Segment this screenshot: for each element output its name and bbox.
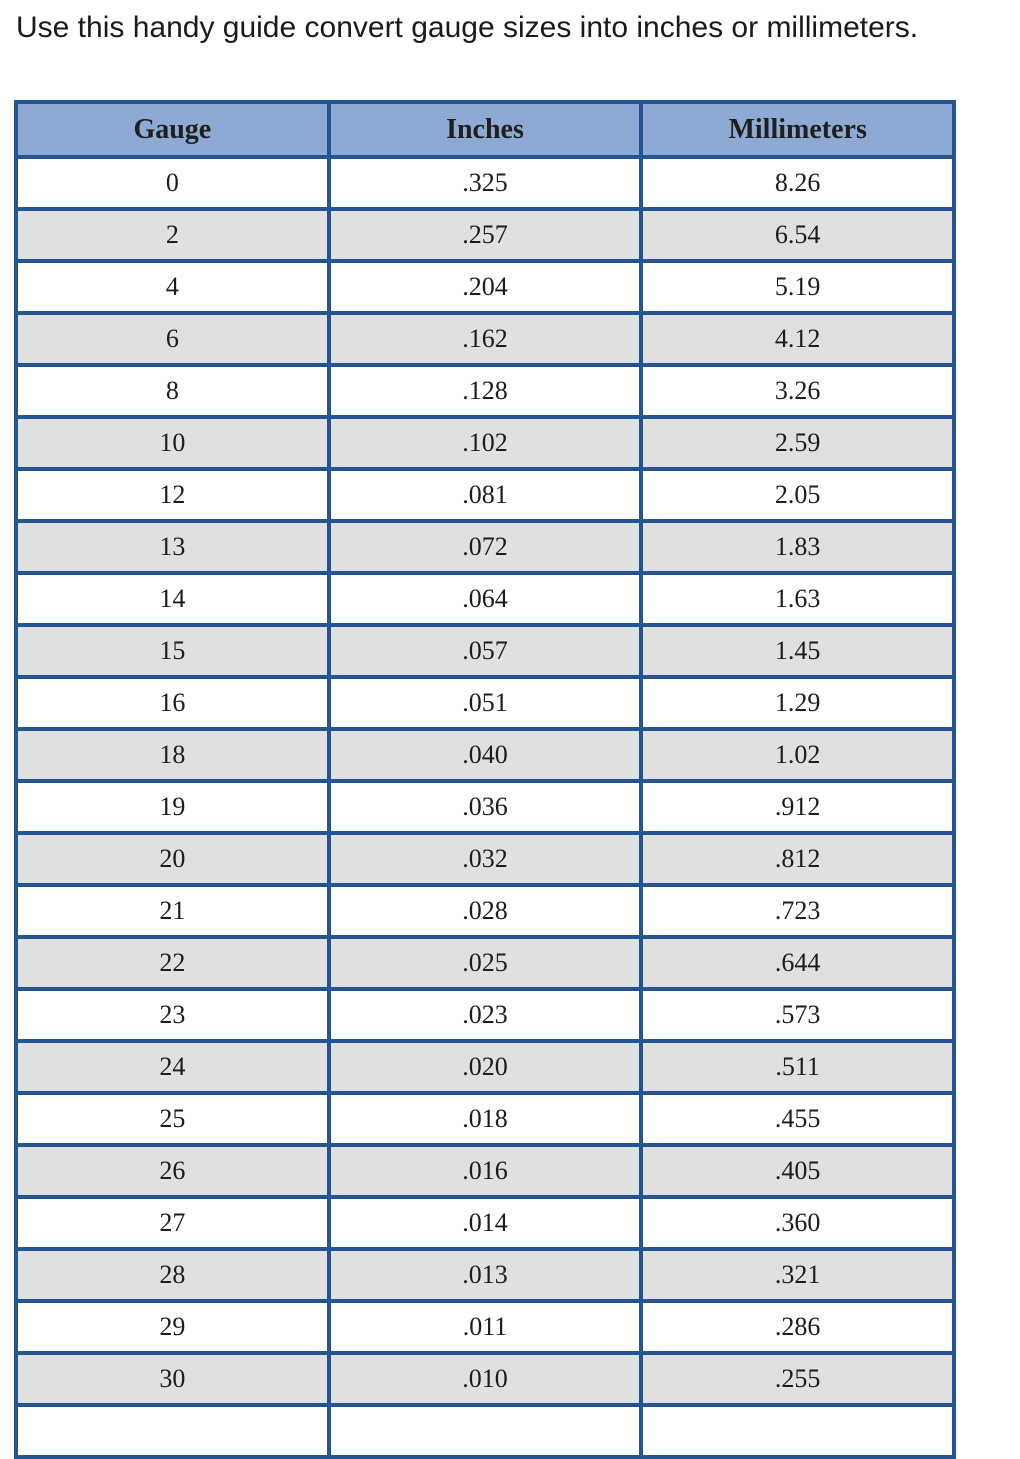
- millimeters-cell: 1.83: [641, 521, 954, 573]
- gauge-cell: 13: [16, 521, 329, 573]
- millimeters-cell: .255: [641, 1353, 954, 1405]
- table-row-partial: [16, 1405, 954, 1457]
- inches-cell: .018: [329, 1093, 642, 1145]
- millimeters-cell: .912: [641, 781, 954, 833]
- gauge-cell: 16: [16, 677, 329, 729]
- table-row: [16, 1353, 954, 1405]
- table-row: [16, 1093, 954, 1145]
- millimeters-cell: .455: [641, 1093, 954, 1145]
- inches-cell: .102: [329, 417, 642, 469]
- millimeters-cell: 1.02: [641, 729, 954, 781]
- table-row: [16, 469, 954, 521]
- millimeters-cell: .723: [641, 885, 954, 937]
- table-row: [16, 1041, 954, 1093]
- table-row: [16, 157, 954, 209]
- millimeters-cell: .812: [641, 833, 954, 885]
- inches-cell: .040: [329, 729, 642, 781]
- gauge-cell: 4: [16, 261, 329, 313]
- table-row: [16, 833, 954, 885]
- millimeters-cell: 1.63: [641, 573, 954, 625]
- gauge-cell: 24: [16, 1041, 329, 1093]
- table-row: [16, 885, 954, 937]
- millimeters-cell: .286: [641, 1301, 954, 1353]
- millimeters-cell: 3.26: [641, 365, 954, 417]
- gauge-cell: 14: [16, 573, 329, 625]
- table-row: [16, 677, 954, 729]
- gauge-cell: 20: [16, 833, 329, 885]
- gauge-cell: [16, 1405, 329, 1457]
- table-row: [16, 209, 954, 261]
- table-row: [16, 937, 954, 989]
- inches-cell: [329, 1405, 642, 1457]
- inches-cell: .325: [329, 157, 642, 209]
- table-header: [16, 102, 954, 157]
- gauge-cell: 22: [16, 937, 329, 989]
- millimeters-cell: .360: [641, 1197, 954, 1249]
- gauge-cell: 19: [16, 781, 329, 833]
- gauge-cell: 30: [16, 1353, 329, 1405]
- millimeters-cell: [641, 1405, 954, 1457]
- inches-cell: .051: [329, 677, 642, 729]
- table-row: [16, 261, 954, 313]
- table-row: [16, 417, 954, 469]
- column-header-gauge: Gauge: [16, 102, 329, 157]
- inches-cell: .010: [329, 1353, 642, 1405]
- inches-cell: .013: [329, 1249, 642, 1301]
- millimeters-cell: .573: [641, 989, 954, 1041]
- gauge-cell: 28: [16, 1249, 329, 1301]
- inches-cell: .023: [329, 989, 642, 1041]
- millimeters-cell: 8.26: [641, 157, 954, 209]
- inches-cell: .257: [329, 209, 642, 261]
- millimeters-cell: .405: [641, 1145, 954, 1197]
- gauge-cell: 8: [16, 365, 329, 417]
- gauge-cell: 29: [16, 1301, 329, 1353]
- inches-cell: .081: [329, 469, 642, 521]
- gauge-cell: 23: [16, 989, 329, 1041]
- gauge-cell: 27: [16, 1197, 329, 1249]
- table-row: [16, 1301, 954, 1353]
- table-row: [16, 1197, 954, 1249]
- inches-cell: .014: [329, 1197, 642, 1249]
- gauge-cell: 21: [16, 885, 329, 937]
- table-row: [16, 729, 954, 781]
- table-row: [16, 1145, 954, 1197]
- table-row: [16, 1249, 954, 1301]
- column-header-millimeters: Millimeters: [641, 102, 954, 157]
- inches-cell: .036: [329, 781, 642, 833]
- inches-cell: .204: [329, 261, 642, 313]
- gauge-conversion-table: [14, 100, 956, 1459]
- inches-cell: .025: [329, 937, 642, 989]
- inches-cell: .020: [329, 1041, 642, 1093]
- gauge-cell: 18: [16, 729, 329, 781]
- inches-cell: .016: [329, 1145, 642, 1197]
- column-header-inches: Inches: [329, 102, 642, 157]
- millimeters-cell: 6.54: [641, 209, 954, 261]
- inches-cell: .072: [329, 521, 642, 573]
- millimeters-cell: .644: [641, 937, 954, 989]
- millimeters-cell: 2.05: [641, 469, 954, 521]
- gauge-cell: 12: [16, 469, 329, 521]
- table-row: [16, 313, 954, 365]
- table-row: [16, 989, 954, 1041]
- gauge-cell: 10: [16, 417, 329, 469]
- millimeters-cell: 1.45: [641, 625, 954, 677]
- inches-cell: .032: [329, 833, 642, 885]
- inches-cell: .162: [329, 313, 642, 365]
- inches-cell: .057: [329, 625, 642, 677]
- table-row: [16, 781, 954, 833]
- gauge-cell: 6: [16, 313, 329, 365]
- table-body: [16, 157, 954, 1457]
- inches-cell: .064: [329, 573, 642, 625]
- table-row: [16, 365, 954, 417]
- millimeters-cell: 4.12: [641, 313, 954, 365]
- inches-cell: .028: [329, 885, 642, 937]
- millimeters-cell: .321: [641, 1249, 954, 1301]
- inches-cell: .128: [329, 365, 642, 417]
- millimeters-cell: 1.29: [641, 677, 954, 729]
- millimeters-cell: 2.59: [641, 417, 954, 469]
- table-row: [16, 521, 954, 573]
- inches-cell: .011: [329, 1301, 642, 1353]
- gauge-cell: 26: [16, 1145, 329, 1197]
- header-row: [16, 102, 954, 157]
- table-row: [16, 625, 954, 677]
- gauge-cell: 15: [16, 625, 329, 677]
- page-title: Use this handy guide convert gauge sizes into inches or millimeters.: [16, 11, 919, 44]
- gauge-cell: 25: [16, 1093, 329, 1145]
- table-row: [16, 573, 954, 625]
- gauge-cell: 0: [16, 157, 329, 209]
- gauge-cell: 2: [16, 209, 329, 261]
- millimeters-cell: 5.19: [641, 261, 954, 313]
- millimeters-cell: .511: [641, 1041, 954, 1093]
